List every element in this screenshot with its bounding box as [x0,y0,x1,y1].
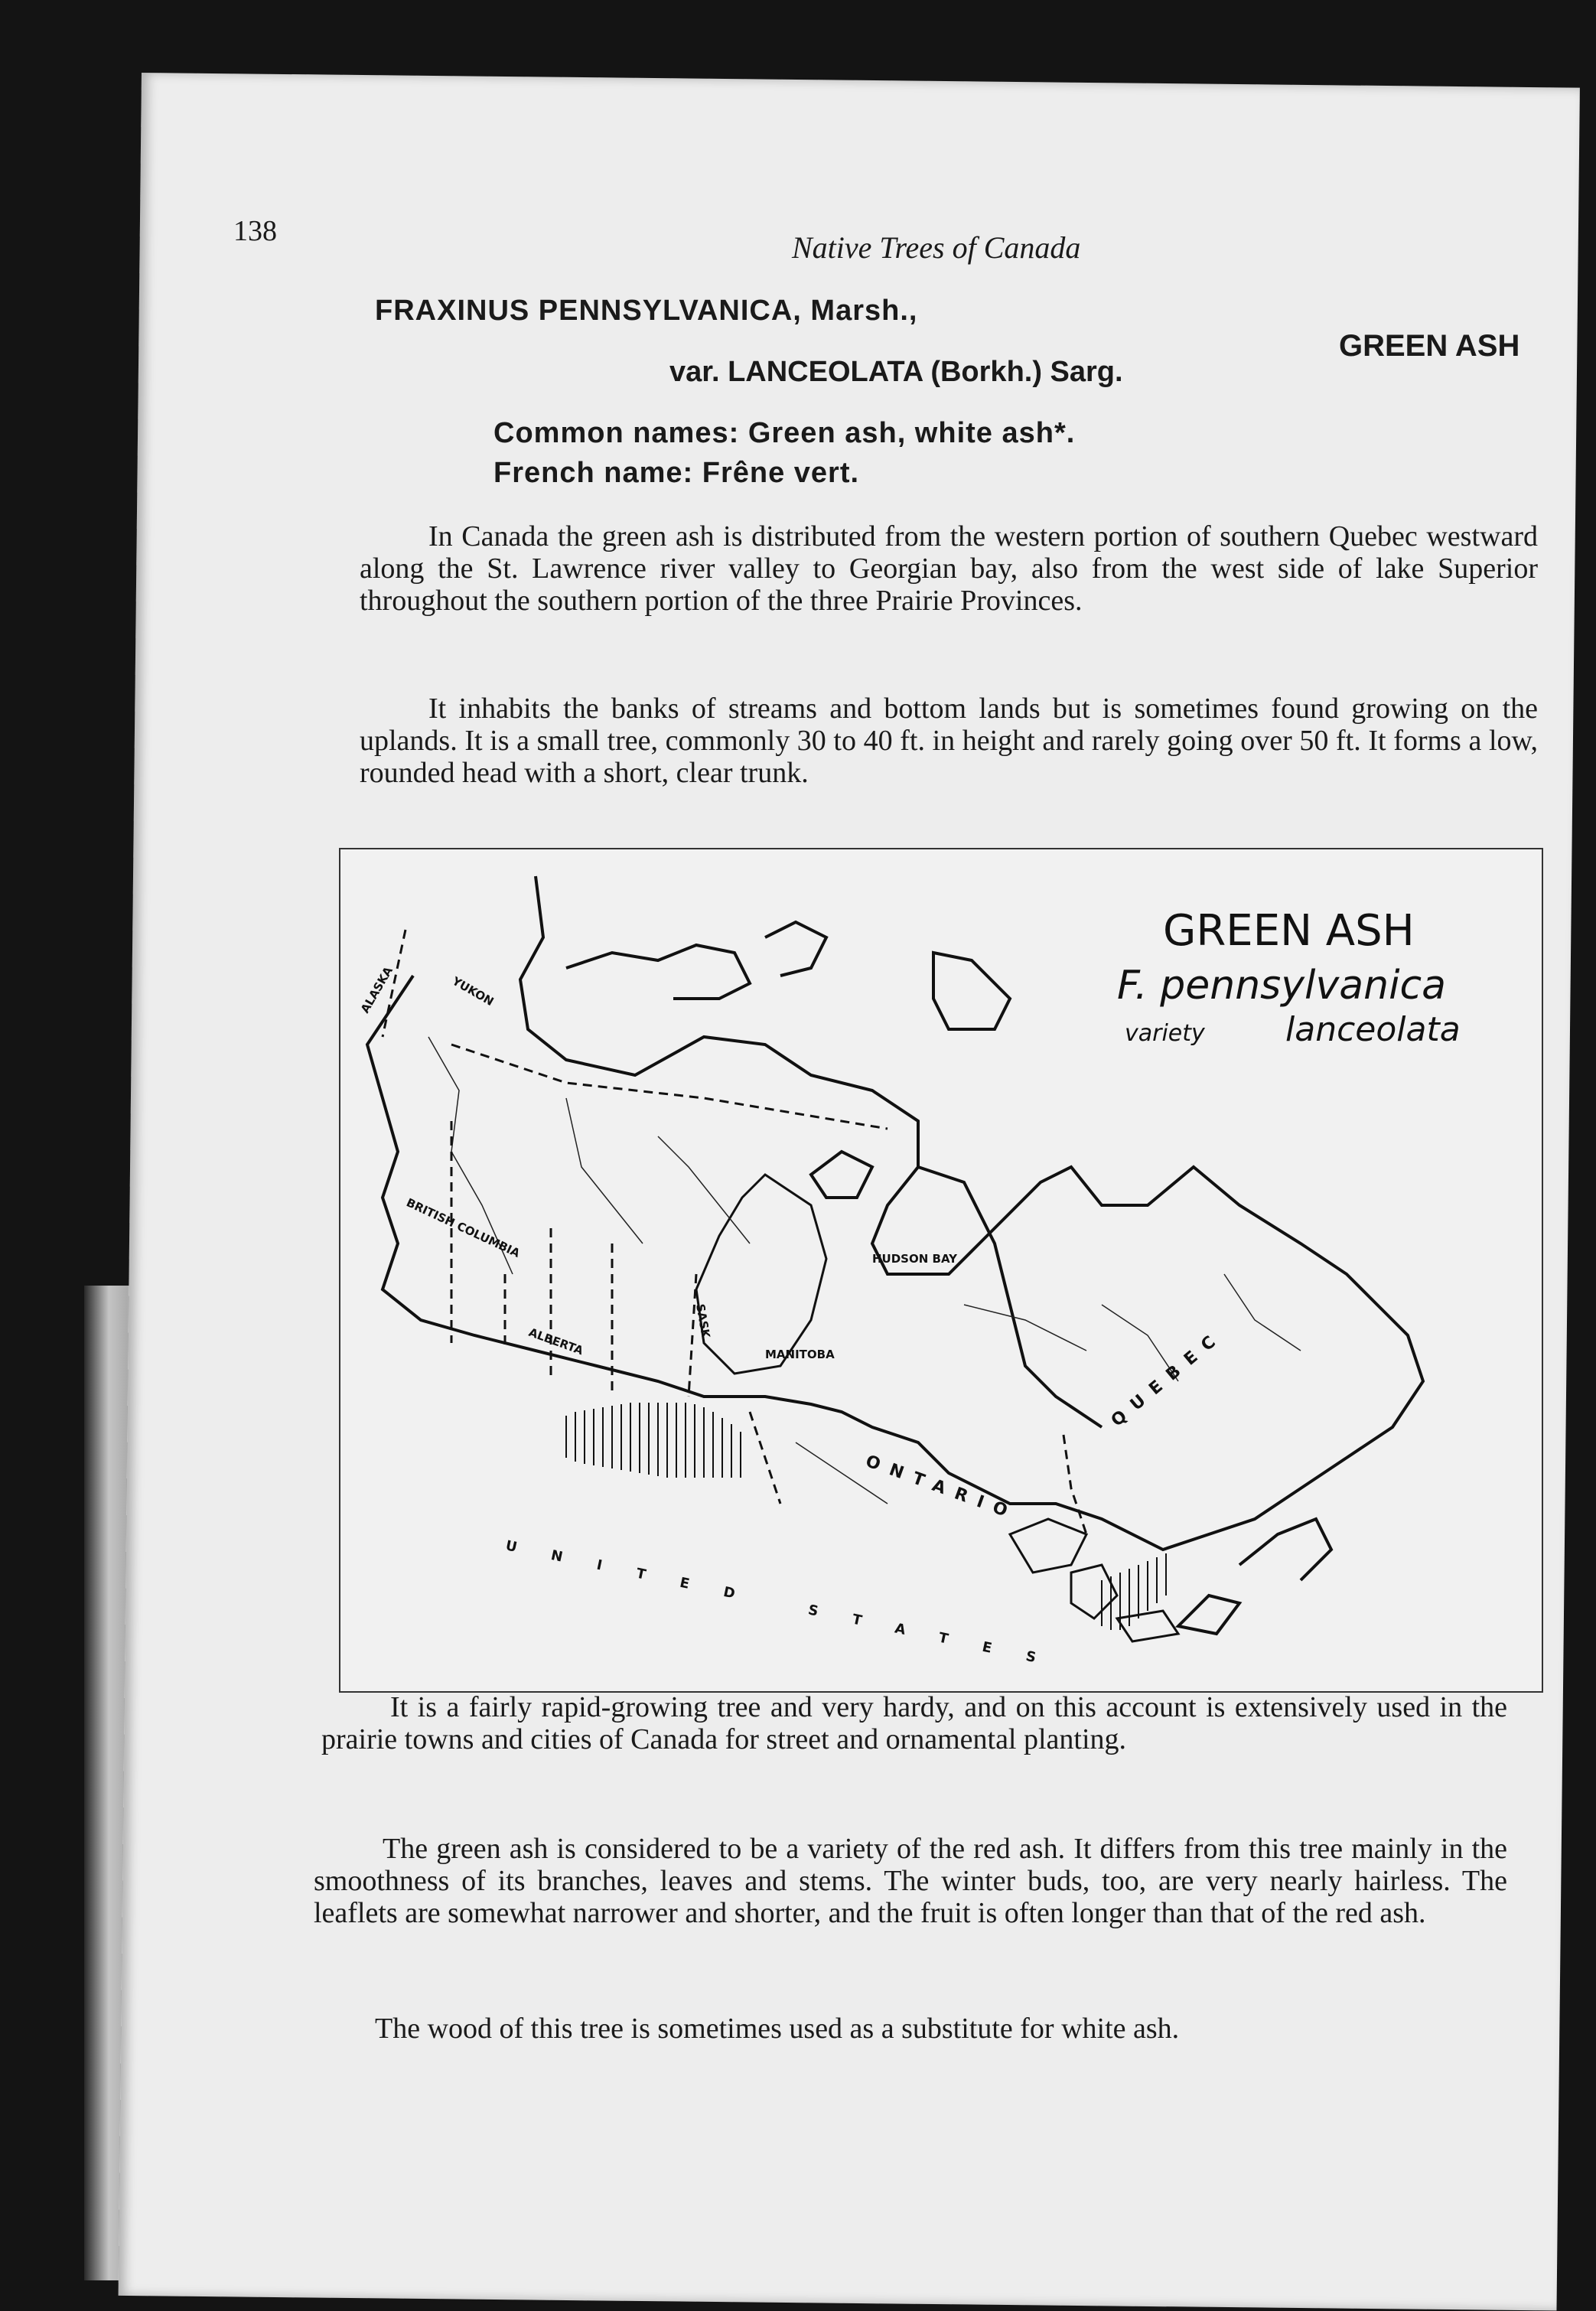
label-ontario: ONTARIO [862,1452,1021,1525]
map-variety-word: variety [1125,1020,1205,1047]
paragraph-wood: The wood of this tree is sometimes used as a substitute for white ash. [375,2013,1180,2045]
common-names: Common names: Green ash, white ash*. [493,417,1076,449]
names-block [493,413,1075,493]
variety-name: var. LANCEOLATA (Borkh.) Sarg. [669,356,1123,388]
label-hudson-bay: HUDSON BAY [872,1252,957,1266]
map-title: GREEN ASH [1163,906,1415,956]
map-variety-name: lanceolata [1285,1010,1461,1049]
distribution-map [337,846,1546,1695]
map-subtitle: F. pennsylvanica [1117,963,1446,1009]
label-yukon: YUKON [450,973,497,1009]
scientific-name: FRAXINUS PENNSYLVANICA, Marsh., [375,295,918,327]
common-heading: GREEN ASH [1339,329,1520,363]
french-name: French name: Frêne vert. [493,457,860,489]
paragraph-habitat: It inhabits the banks of streams and bottom lands but is sometimes found growing on the uplands. It is a small tree, commonly 30 to 40 ft. in height and rarely going over 50 ft. It forms a low, rounded head with a short, clear trunk. [360,693,1538,789]
label-alberta: ALBERTA [526,1325,585,1358]
running-title: Native Trees of Canada [792,230,1081,265]
paragraph-comparison: The green ash is considered to be a variety of the red ash. It differs from this tree mainly in the smoothness of its branches, leaves and stems. The winter buds, too, are very nearly hairless. The leaflets are somewhat narrower and shorter, and the fruit is often longer than that of the red ash. [314,1833,1507,1929]
label-united-states: UNITED STATES [503,1537,1072,1674]
label-alaska: ALASKA [357,964,396,1015]
label-manitoba: MANITOBA [765,1348,835,1361]
page-number: 138 [233,215,277,247]
paragraph-usage: It is a fairly rapid-growing tree and very hardy, and on this account is extensively used in the prairie towns and cities of Canada for street and ornamental planting. [321,1691,1507,1755]
label-british-columbia: BRITISH COLUMBIA [404,1195,523,1260]
paragraph-distribution: In Canada the green ash is distributed from the western portion of southern Quebec westward along the St. Lawrence river valley to Georgian bay, also from the west side of lake Superior throughout the southern portion of the three Prairie Provinces. [360,520,1538,617]
label-saskatchewan: SASK. [693,1302,714,1344]
label-quebec: QUEBEC [1107,1325,1228,1431]
